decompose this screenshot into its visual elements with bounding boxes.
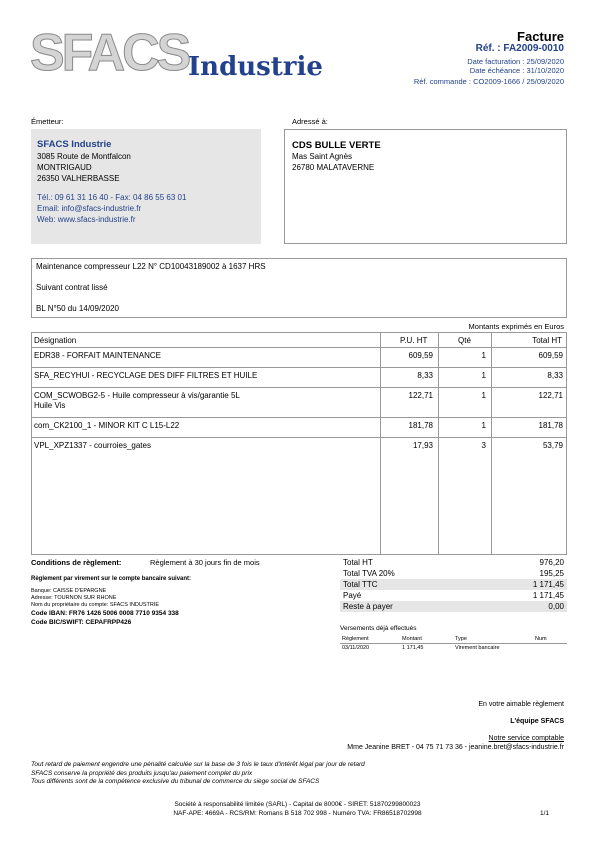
table-header xyxy=(32,333,566,348)
totals-label: Total TVA 20% xyxy=(343,569,395,578)
totals-row xyxy=(340,557,567,568)
header-qty: Qté xyxy=(458,336,471,345)
issuer-name: SFACS Industrie xyxy=(37,139,112,150)
table-row xyxy=(32,348,566,368)
footer-line-2: NAF-APE: 4669A - RCS/RM: Romans B 518 702 998 - Numéro TVA: FR86518702998 xyxy=(173,810,422,817)
issuer-box xyxy=(31,129,261,244)
row-designation-line: VPL_XPZ1337 - courroies_gates xyxy=(34,441,151,450)
recipient-city: 26780 MALATAVERNE xyxy=(292,163,375,172)
table-row xyxy=(32,368,566,388)
payment-row xyxy=(340,644,567,653)
invoice-ref: Réf. : FA2009-0010 xyxy=(475,43,564,54)
legal-line-3: Tous différents sont de la compétence exclusive du tribunal de commerce du siège social de SFACS xyxy=(31,778,320,785)
header-pu: P.U. HT xyxy=(400,336,428,345)
issuer-zip: 26350 VALHERBASSE xyxy=(37,174,120,183)
issuer-address: 3085 Route de Montfalcon xyxy=(37,152,131,161)
bank-name: Banque: CAISSE D'EPARGNE xyxy=(31,588,107,594)
conditions xyxy=(31,558,260,567)
amount-note: Montants exprimés en Euros xyxy=(468,322,564,331)
recipient-address: Mas Saint Agnès xyxy=(292,152,353,161)
issuer-email: Email: info@sfacs-industrie.fr xyxy=(37,204,142,213)
logo-sfacs: SFACS xyxy=(30,24,189,82)
row-designation xyxy=(34,421,374,431)
totals-value: 0,00 xyxy=(548,602,564,611)
row-quantity: 1 xyxy=(481,351,486,360)
description-line-2: Suivant contrat lissé xyxy=(36,283,108,292)
description-box xyxy=(31,258,567,318)
closing-team: L'équipe SFACS xyxy=(510,718,564,725)
totals-row xyxy=(340,590,567,601)
row-total: 122,71 xyxy=(538,391,563,400)
totals-value: 1 171,45 xyxy=(532,580,564,589)
payment-type: Virement bancaire xyxy=(455,645,500,651)
table-row xyxy=(32,418,566,438)
issuer-web: Web: www.sfacs-industrie.fr xyxy=(37,215,136,224)
totals-label: Total TTC xyxy=(343,580,378,589)
row-unit-price: 122,71 xyxy=(408,391,433,400)
totals-row xyxy=(340,579,567,590)
bank-address: Adresse: TOURNON SUR RHONE xyxy=(31,595,117,601)
issuer-city: MONTRIGAUD xyxy=(37,163,92,172)
recipient-label: Adressé à: xyxy=(292,117,328,126)
row-unit-price: 17,93 xyxy=(412,441,433,450)
conditions-value: Règlement à 30 jours fin de mois xyxy=(150,558,260,567)
header-designation: Désignation xyxy=(34,336,77,345)
bic: Code BIC/SWIFT: CEPAFRPP426 xyxy=(31,619,132,626)
payments-header-type: Type xyxy=(455,636,467,642)
virement-title: Règlement par virement sur le compte bancaire suivant: xyxy=(31,576,192,582)
row-total: 53,79 xyxy=(542,441,563,450)
totals-label: Payé xyxy=(343,591,362,600)
footer-line-1: Société à responsabilité limitée (SARL) - Capital de 8000€ - SIRET: 51870299800023 xyxy=(174,801,421,808)
legal-line-1: Tout retard de paiement engendre une pénalité calculée sur la base de 3 fois le taux d'intérêt légal par jour de retard xyxy=(31,761,365,768)
payments-title: Versements déjà effectués xyxy=(340,625,417,632)
totals-value: 1 171,45 xyxy=(532,591,564,600)
row-unit-price: 8,33 xyxy=(417,371,433,380)
row-designation-line: COM_SCWOBG2-5 - Huile compresseur à vis/garantie 5L xyxy=(34,391,240,400)
description-line-3: BL N°50 du 14/09/2020 xyxy=(36,304,119,313)
payment-date: 03/11/2020 xyxy=(342,645,370,651)
totals-value: 976,20 xyxy=(539,558,564,567)
recipient-name: CDS BULLE VERTE xyxy=(292,140,381,151)
row-unit-price: 609,59 xyxy=(408,351,433,360)
row-total: 609,59 xyxy=(538,351,563,360)
closing-service: Notre service comptable xyxy=(488,735,564,742)
row-quantity: 1 xyxy=(481,391,486,400)
totals-row xyxy=(340,568,567,579)
document-title: Facture xyxy=(517,29,564,44)
header-total: Total HT xyxy=(532,336,562,345)
row-designation xyxy=(34,351,374,361)
legal-line-2: SFACS conserve la propriété des produits jusqu'au paiement complet du prix xyxy=(31,769,253,777)
date-facturation: Date facturation : 25/09/2020 xyxy=(467,57,564,66)
row-quantity: 1 xyxy=(481,371,486,380)
payments-header-num: Num xyxy=(535,636,547,642)
row-designation xyxy=(34,371,374,381)
row-designation-line: SFA_RECYHUI - RECYCLAGE DES DIFF FILTRES ET HUILE xyxy=(34,371,258,380)
row-quantity: 1 xyxy=(481,421,486,430)
row-designation-line: EDR38 - FORFAIT MAINTENANCE xyxy=(34,351,161,360)
totals-block xyxy=(340,557,567,612)
closing-contact: Mme Jeanine BRET - 04 75 71 73 36 - jeanine.bret@sfacs-industrie.fr xyxy=(347,744,564,751)
closing-line-1: En votre aimable règlement xyxy=(478,701,564,708)
totals-label: Total HT xyxy=(343,558,373,567)
totals-value: 195,25 xyxy=(539,569,564,578)
table-row xyxy=(32,388,566,418)
totals-label: Reste à payer xyxy=(343,602,393,611)
row-unit-price: 181,78 xyxy=(408,421,433,430)
logo-industrie: Industrie xyxy=(188,52,323,82)
items-table xyxy=(31,332,567,555)
page-number: 1/1 xyxy=(539,810,549,817)
payments-header-montant: Montant xyxy=(402,636,422,642)
payments-header-reglement: Règlement xyxy=(342,636,369,642)
row-designation xyxy=(34,391,374,411)
row-designation xyxy=(34,441,374,451)
issuer-phone: Tél.: 09 61 31 16 40 - Fax: 04 86 55 63 01 xyxy=(37,193,187,202)
recipient-box xyxy=(284,129,567,244)
description-line-1: Maintenance compresseur L22 N° CD10043189002 à 1637 HRS xyxy=(36,262,266,271)
legal-notes xyxy=(31,761,365,787)
table-row xyxy=(32,438,566,458)
ref-commande: Réf. commande : CO2009-1666 / 25/09/2020 xyxy=(413,77,564,86)
row-quantity: 3 xyxy=(481,441,486,450)
row-designation-line: com_CK2100_1 - MINOR KIT C L15-L22 xyxy=(34,421,180,430)
totals-row xyxy=(340,601,567,612)
row-total: 181,78 xyxy=(538,421,563,430)
account-owner: Nom du propriétaire du compte: SFACS INDUSTRIE xyxy=(31,602,160,608)
conditions-label: Conditions de règlement: xyxy=(31,558,122,567)
payments-block xyxy=(340,625,567,653)
footer xyxy=(0,800,595,818)
row-designation-line-2: Huile Vis xyxy=(34,401,66,410)
payments-header xyxy=(340,635,567,644)
iban: Code IBAN: FR76 1426 5006 0008 7710 9354 338 xyxy=(31,610,179,617)
issuer-label: Émetteur: xyxy=(31,117,64,126)
row-total: 8,33 xyxy=(547,371,563,380)
payment-amount: 1 171,45 xyxy=(402,645,424,651)
date-echeance: Date échéance : 31/10/2020 xyxy=(469,66,564,75)
